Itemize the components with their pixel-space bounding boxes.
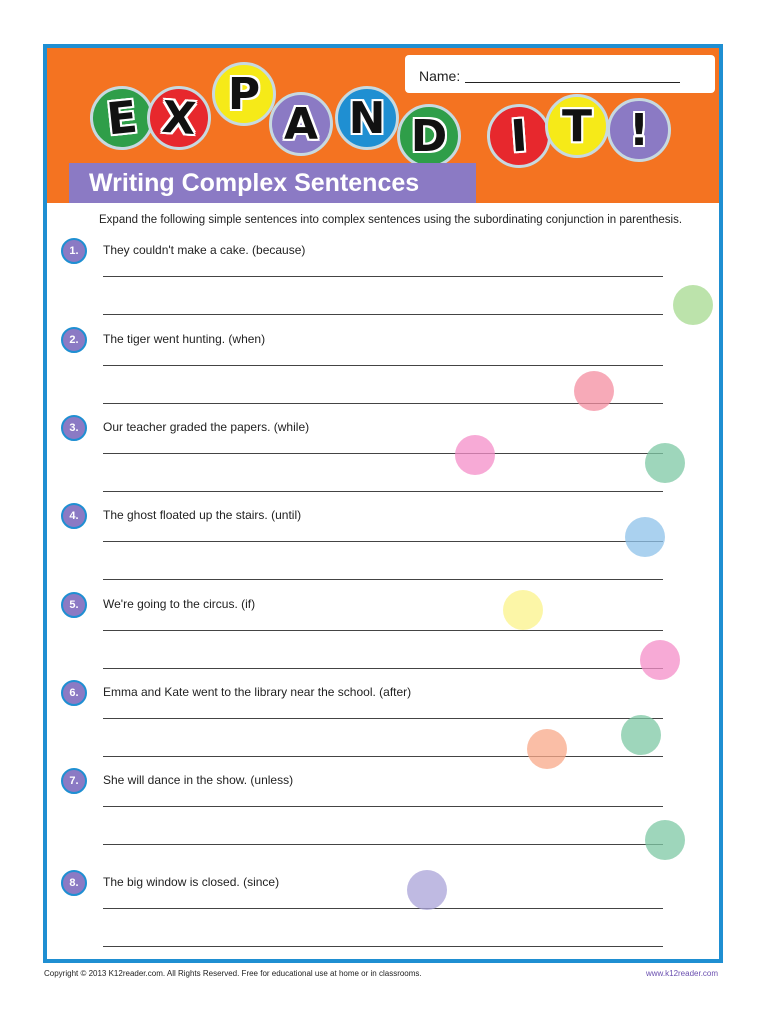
item-number-badge: 7. bbox=[61, 768, 87, 794]
title-letter-bubble: I bbox=[485, 102, 553, 170]
item-number-badge: 3. bbox=[61, 415, 87, 441]
answer-line[interactable] bbox=[103, 314, 663, 315]
exercise-item bbox=[47, 238, 719, 328]
decorative-dot bbox=[503, 590, 543, 630]
title-letter-bubble: N bbox=[335, 86, 399, 150]
answer-line[interactable] bbox=[103, 668, 663, 669]
decorative-dot bbox=[527, 729, 567, 769]
exercise-item bbox=[47, 415, 719, 505]
answer-line[interactable] bbox=[103, 908, 663, 909]
title-letter-bubble: A bbox=[269, 92, 333, 156]
item-prompt: Emma and Kate went to the library near the school. (after) bbox=[103, 685, 412, 699]
decorative-dot bbox=[574, 371, 614, 411]
title-letter-bubble: P bbox=[212, 62, 276, 126]
answer-line[interactable] bbox=[103, 365, 663, 366]
item-prompt: We're going to the circus. (if) bbox=[103, 597, 256, 611]
exercise-item bbox=[47, 680, 719, 770]
decorative-dot bbox=[407, 870, 447, 910]
decorative-dot bbox=[645, 443, 685, 483]
answer-line[interactable] bbox=[103, 491, 663, 492]
subtitle-bar bbox=[69, 163, 476, 203]
item-prompt: She will dance in the show. (unless) bbox=[103, 773, 294, 787]
answer-line[interactable] bbox=[103, 453, 663, 454]
title-letter-bubble: D bbox=[397, 104, 461, 168]
item-prompt: They couldn't make a cake. (because) bbox=[103, 243, 306, 257]
exercise-item bbox=[47, 592, 719, 682]
name-label: Name: bbox=[419, 68, 461, 84]
item-prompt: The tiger went hunting. (when) bbox=[103, 332, 266, 346]
item-number-badge: 1. bbox=[61, 238, 87, 264]
decorative-dot bbox=[625, 517, 665, 557]
answer-line[interactable] bbox=[103, 844, 663, 845]
item-number-badge: 5. bbox=[61, 592, 87, 618]
name-box bbox=[405, 55, 715, 93]
decorative-dot bbox=[621, 715, 661, 755]
worksheet-frame bbox=[43, 44, 723, 963]
decorative-dot bbox=[640, 640, 680, 680]
answer-line[interactable] bbox=[103, 541, 663, 542]
exercise-item bbox=[47, 768, 719, 858]
decorative-dot bbox=[645, 820, 685, 860]
exercise-item bbox=[47, 503, 719, 593]
website-link[interactable]: www.k12reader.com bbox=[646, 969, 719, 978]
title-letter-bubble: T bbox=[545, 94, 609, 158]
item-number-badge: 2. bbox=[61, 327, 87, 353]
subtitle: Writing Complex Sentences bbox=[89, 169, 420, 197]
item-number-badge: 4. bbox=[61, 503, 87, 529]
answer-line[interactable] bbox=[103, 718, 663, 719]
decorative-dot bbox=[673, 285, 713, 325]
title-letter-bubble: X bbox=[145, 84, 213, 152]
answer-line[interactable] bbox=[103, 579, 663, 580]
exercise-item bbox=[47, 327, 719, 417]
item-prompt: Our teacher graded the papers. (while) bbox=[103, 420, 310, 434]
copyright-text: Copyright © 2013 K12reader.com. All Rights Reserved. Free for educational use at home or in classrooms. bbox=[44, 969, 422, 978]
answer-line[interactable] bbox=[103, 276, 663, 277]
item-number-badge: 8. bbox=[61, 870, 87, 896]
item-prompt: The big window is closed. (since) bbox=[103, 875, 280, 889]
answer-line[interactable] bbox=[103, 630, 663, 631]
name-field[interactable] bbox=[465, 82, 680, 83]
instructions: Expand the following simple sentences into complex sentences using the subordinating conjunction in parenthesis. bbox=[99, 214, 683, 226]
item-number-badge: 6. bbox=[61, 680, 87, 706]
exercise-item bbox=[47, 870, 719, 960]
title-letter-bubble: ! bbox=[607, 98, 671, 162]
answer-line[interactable] bbox=[103, 946, 663, 947]
decorative-dot bbox=[455, 435, 495, 475]
title-letter-bubble: E bbox=[87, 83, 157, 153]
answer-line[interactable] bbox=[103, 756, 663, 757]
item-prompt: The ghost floated up the stairs. (until) bbox=[103, 508, 302, 522]
answer-line[interactable] bbox=[103, 806, 663, 807]
header-banner bbox=[47, 48, 719, 203]
